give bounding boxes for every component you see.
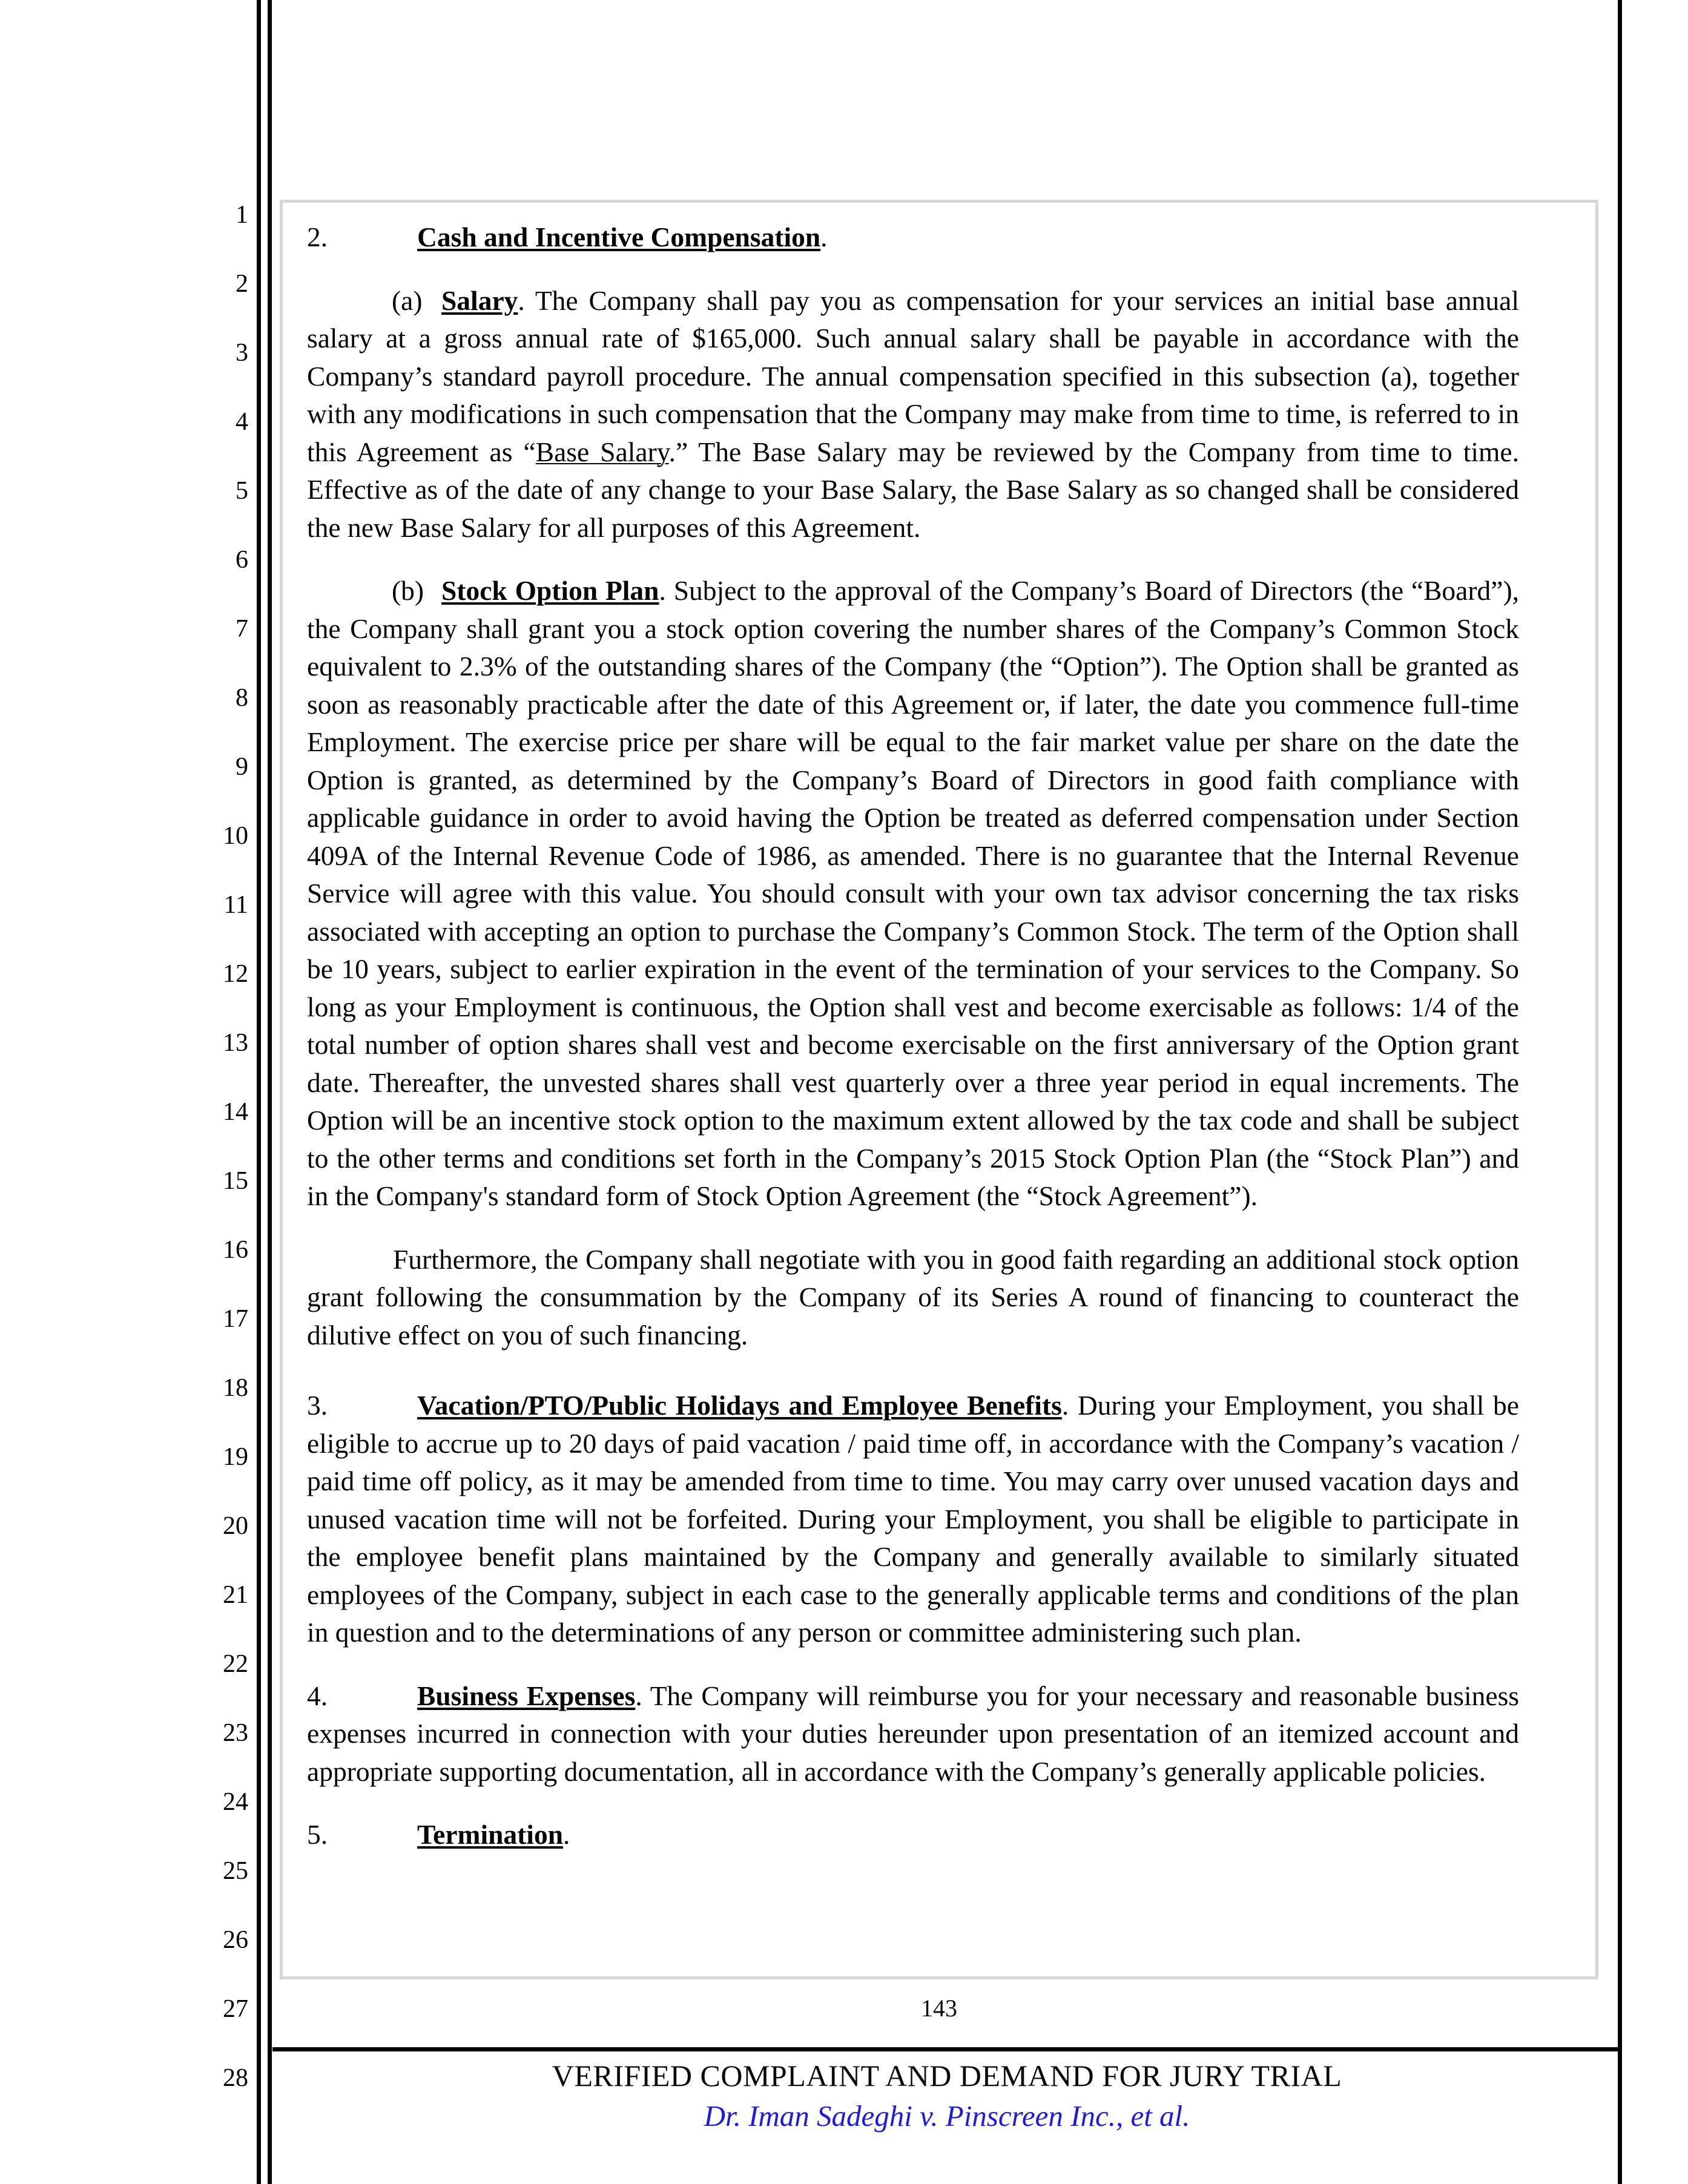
exhibit-body (307, 219, 1519, 1854)
line-number: 20 (223, 1512, 248, 1540)
section-2a-heading-period: . (518, 285, 525, 316)
section-2a-label: (a) (392, 285, 423, 316)
pleading-rule-right (1618, 0, 1622, 2184)
line-number: 18 (223, 1374, 248, 1402)
section-3-number: 3. (307, 1390, 328, 1421)
spacer (307, 547, 1519, 572)
section-2a-paragraph (307, 282, 1519, 547)
line-number: 2 (236, 270, 248, 298)
line-number: 17 (223, 1305, 248, 1333)
line-number: 19 (223, 1443, 248, 1471)
line-number: 24 (223, 1788, 248, 1816)
section-2-heading: Cash and Incentive Compensation (417, 222, 821, 252)
spacer (307, 1215, 1519, 1241)
line-number: 9 (236, 753, 248, 781)
line-number: 12 (223, 960, 248, 988)
line-number: 8 (236, 684, 248, 712)
section-3-paragraph (307, 1387, 1519, 1652)
line-number: 6 (236, 546, 248, 574)
section-2-heading-line (307, 219, 1519, 257)
line-number: 22 (223, 1650, 248, 1678)
line-number: 4 (236, 408, 248, 436)
defined-term-base-salary: Base Salary (535, 436, 669, 467)
section-4-heading-period: . (635, 1680, 642, 1711)
section-5-number: 5. (307, 1819, 328, 1850)
line-number: 16 (223, 1236, 248, 1264)
line-number: 11 (223, 891, 248, 919)
section-2-heading-period: . (820, 222, 828, 252)
section-2b-furthermore-body: Furthermore, the Company shall negotiate with you in good faith regarding an additional stock option grant following the consummation by the Company of its Series A round of financing to counteract the dilutive effect on you of such financing. (307, 1243, 1519, 1350)
section-5-heading-line (307, 1816, 1519, 1854)
line-number: 27 (223, 1995, 248, 2023)
spacer (307, 1791, 1519, 1816)
line-number: 23 (223, 1719, 248, 1747)
section-2b-heading: Stock Option Plan (441, 575, 659, 606)
line-number: 1 (236, 201, 248, 229)
section-4-heading: Business Expenses (417, 1680, 636, 1711)
line-number: 15 (223, 1167, 248, 1195)
section-2b-heading-period: . (659, 575, 666, 606)
line-number: 26 (223, 1926, 248, 1954)
section-2a-body-part-1: The Company shall pay you as compensation for your services an initial base annual salary at a gross annual rate of $165,000. Such annual salary shall be payable in accordance with the Company’s standard payroll procedure. The annual compensation specified in this subsection (a), together with any modifications in such compensation that the Company may make from time to time, is referred to in this Agreement as “ (307, 285, 1519, 467)
section-2b-furthermore-paragraph (307, 1241, 1519, 1355)
line-number: 21 (223, 1581, 248, 1609)
section-4-body: The Company will reimburse you for your necessary and reasonable business expenses incurred in connection with your duties hereunder upon presentation of an itemized account and appropriate supporting documentation, all in accordance with the Company’s generally applicable policies. (307, 1680, 1519, 1787)
pleading-rule-inner-left (268, 0, 272, 2184)
section-3-heading: Vacation/PTO/Public Holidays and Employee Benefits (417, 1390, 1062, 1421)
line-number: 14 (223, 1098, 248, 1126)
line-number: 28 (223, 2064, 248, 2092)
line-number: 3 (236, 339, 248, 367)
section-4-paragraph (307, 1677, 1519, 1791)
section-2a-heading: Salary (441, 285, 518, 316)
footer-document-title: VERIFIED COMPLAINT AND DEMAND FOR JURY TRIAL (552, 2059, 1342, 2093)
section-2-number: 2. (307, 222, 328, 252)
section-5-heading: Termination (417, 1819, 564, 1850)
section-2b-paragraph (307, 572, 1519, 1215)
footer-divider (272, 2047, 1621, 2051)
line-number: 5 (236, 477, 248, 505)
spacer (307, 1354, 1519, 1387)
line-number: 25 (223, 1857, 248, 1885)
section-2b-label: (b) (392, 575, 424, 606)
scanned-exhibit-box (280, 200, 1598, 1979)
section-2b-body: Subject to the approval of the Company’s Board of Directors (the “Board”), the Company shall grant you a stock option covering the number shares of the Company’s Common Stock equivalent to 2.3% of the outstanding shares of the Company (the “Option”). The Option shall be granted as soon as reasonably practicable after the date of this Agreement or, if later, the date you commence full-time Employment. The exercise price per share will be equal to the fair market value per share on the date the Option is granted, as determined by the Company’s Board of Directors in good faith compliance with applicable guidance in order to avoid having the Option be treated as deferred compensation under Section 409A of the Internal Revenue Code of 1986, as amended. There is no guarantee that the Internal Revenue Service will agree with this value. You should consult with your own tax advisor concerning the tax risks associated with accepting an option to purchase the Company’s Common Stock. The term of the Option shall be 10 years, subject to earlier expiration in the event of the termination of your services to the Company. So long as your Employment is continuous, the Option shall vest and become exercisable as follows: 1/4 of the total number of option shares shall vest and become exercisable on the first anniversary of the Option grant date. Thereafter, the unvested shares shall vest quarterly over a three year period in equal increments. The Option will be an incentive stock option to the maximum extent allowed by the tax code and shall be subject to the other terms and conditions set forth in the Company’s 2015 Stock Option Plan (the “Stock Plan”) and in the Company's standard form of Stock Option Agreement (the “Stock Agreement”). (307, 575, 1519, 1211)
line-number: 7 (236, 615, 248, 643)
spacer (307, 1652, 1519, 1677)
line-number-gutter (163, 0, 248, 2184)
section-3-body: During your Employment, you shall be eligible to accrue up to 20 days of paid vacation / paid time off, in accordance with the Company’s vacation / paid time off policy, as it may be amended from time to time. You may carry over unused vacation days and unused vacation time will not be forfeited. During your Employment, you shall be eligible to participate in the employee benefit plans maintained by the Company and generally available to similarly situated employees of the Company, subject in each case to the generally applicable terms and conditions of the plan in question and to the determinations of any person or committee administering such plan. (307, 1390, 1519, 1648)
line-number: 13 (223, 1029, 248, 1057)
page-number: 143 (921, 1995, 957, 2022)
section-2a-body-part-2: .” The Base Salary may be reviewed by the Company from time to time. Effective as of the date of any change to your Base Salary, the Base Salary as so changed shall be considered the new Base Salary for all purposes of this Agreement. (307, 436, 1519, 543)
line-number: 10 (223, 822, 248, 850)
footer-case-caption: Dr. Iman Sadeghi v. Pinscreen Inc., et al. (704, 2099, 1190, 2133)
section-3-heading-period: . (1061, 1390, 1069, 1421)
section-4-number: 4. (307, 1680, 328, 1711)
pleading-rule-outer-left (257, 0, 261, 2184)
spacer (307, 257, 1519, 282)
section-5-heading-period: . (563, 1819, 570, 1850)
